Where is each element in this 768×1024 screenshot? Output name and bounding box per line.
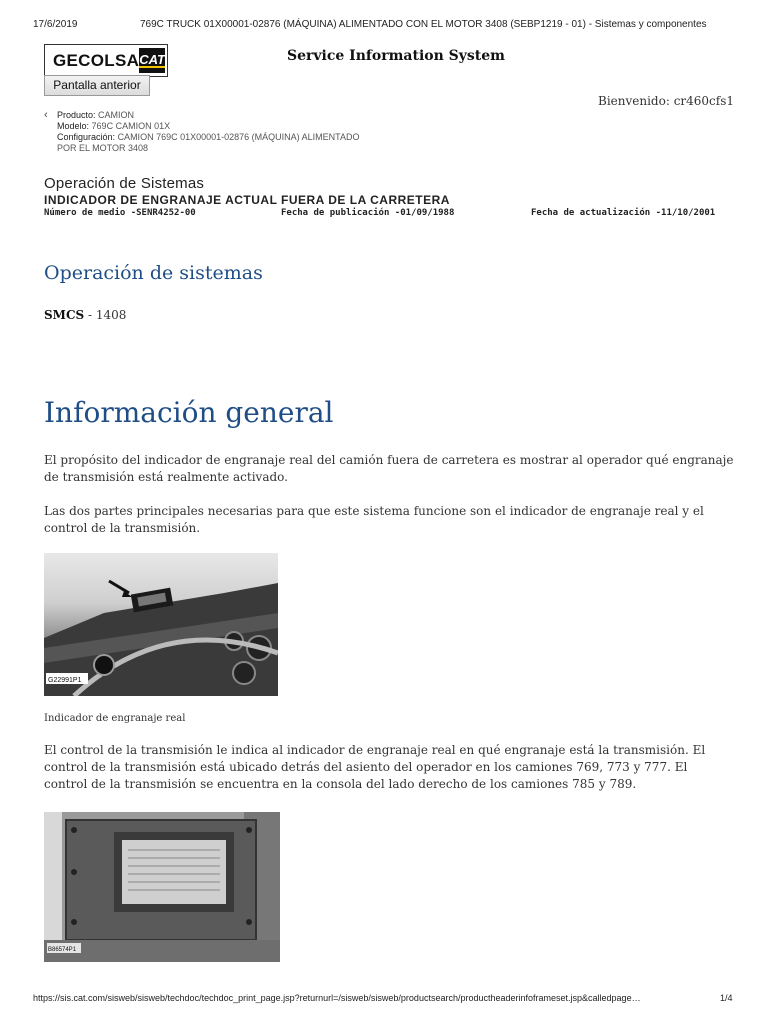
print-title: 769C TRUCK 01X00001-02876 (MÁQUINA) ALIMENTADO CON EL MOTOR 3408 (SEBP1219 - 01) - Sistemas y componentes — [140, 19, 707, 30]
back-button[interactable]: Pantalla anterior — [44, 75, 150, 96]
update-date: Fecha de actualización -11/10/2001 — [531, 208, 716, 218]
welcome-text: Bienvenido: cr460cfs1 — [598, 94, 735, 108]
modelo-value: 769C CAMION 01X — [91, 121, 171, 131]
modelo-label: Modelo: — [57, 121, 90, 131]
photo-tag-2: B86574P1 — [48, 947, 77, 953]
producto-value: CAMION — [98, 110, 135, 120]
photo-tag-1: G22991P1 — [48, 677, 82, 684]
subheading: Operación de sistemas — [44, 262, 263, 284]
chevron-left-icon[interactable]: ‹ — [44, 109, 48, 121]
section-title: Operación de Sistemas — [44, 175, 205, 192]
config-value: CAMION 769C 01X00001-02876 (MÁQUINA) ALIMENTADO — [117, 132, 360, 142]
config-label: Configuración: — [57, 132, 116, 142]
producto-label: Producto: — [57, 110, 96, 120]
paragraph-purpose: El propósito del indicador de engranaje real del camión fuera de carretera es mostrar al operador qué engranaje de transmisión está realmente activado. — [44, 453, 734, 484]
gecolsa-cat-logo — [44, 44, 168, 77]
app-title: Service Information System — [287, 48, 505, 64]
main-heading: Información general — [44, 396, 334, 429]
breadcrumb — [44, 110, 464, 154]
cat-logo-icon: CAT — [139, 48, 165, 73]
transmission-control-photo — [44, 812, 280, 962]
smcs-code: SMCS - 1408 — [44, 308, 127, 322]
publication-date: Fecha de publicación -01/09/1988 — [281, 208, 455, 218]
config-value-2: POR EL MOTOR 3408 — [57, 143, 149, 153]
document-title: INDICADOR DE ENGRANAJE ACTUAL FUERA DE LA CARRETERA — [44, 193, 450, 207]
media-number: Número de medio -SENR4252-00 — [44, 208, 196, 218]
figure-caption: Indicador de engranaje real — [44, 713, 186, 724]
page-number: 1/4 — [720, 993, 733, 1003]
dealer-logo-text: GECOLSA — [53, 50, 140, 70]
paragraph-control: El control de la transmisión le indica al indicador de engranaje real en qué engranaje está la transmisión. El control de la transmisión está ubicado detrás del asiento del operador en los camiones 769, 773 y 777. El control de la transmisión se encuentra en la consola del lado derecho de los camiones 785 y 789. — [44, 743, 706, 791]
print-date: 17/6/2019 — [33, 19, 78, 30]
paragraph-parts: Las dos partes principales necesarias para que este sistema funcione son el indicador de engranaje real y el control de la transmisión. — [44, 504, 704, 535]
print-url: https://sis.cat.com/sisweb/sisweb/techdoc/techdoc_print_page.jsp?returnurl=/sisweb/sisweb/productsearch/productheaderinfoframeset.jsp&calledpage… — [33, 993, 641, 1003]
gear-indicator-photo — [44, 553, 278, 696]
